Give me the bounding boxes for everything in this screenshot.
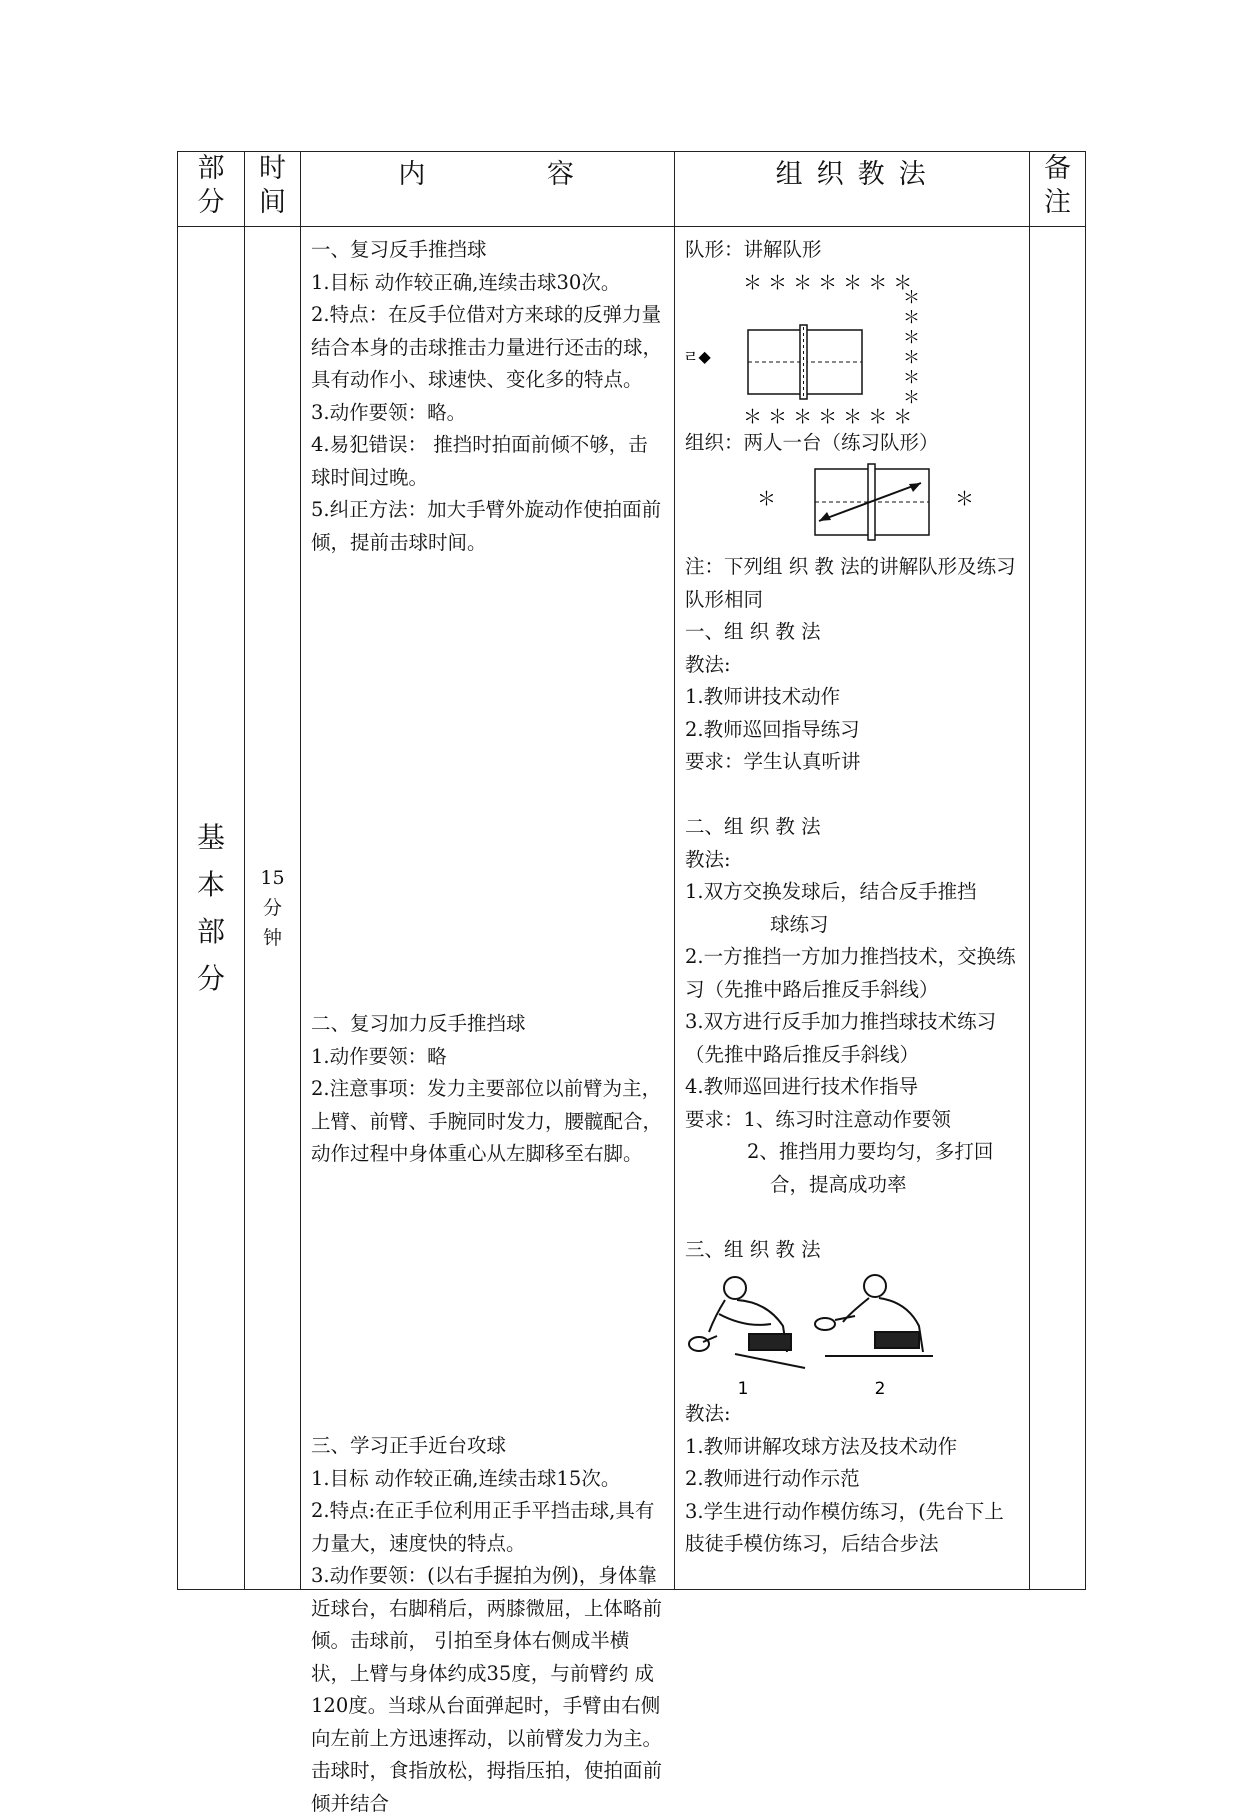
section2-jiaofa: 教法:: [685, 847, 731, 871]
lesson-plan-table: [177, 151, 1086, 1815]
student-star: ＊: [903, 307, 920, 328]
practice-formation-diagram: [675, 459, 1015, 551]
note-line: 注：下列组 织 教 法的讲解队形及练习队形相同: [685, 555, 1016, 611]
paddle-2: [815, 1318, 835, 1330]
content-line: 4.易犯错误： 推挡时拍面前倾不够，击球时间过晚。: [311, 433, 648, 489]
player-star: ＊: [955, 488, 975, 510]
header-time: 时 间: [245, 152, 301, 227]
teacher-marker: ㄹ◆: [683, 346, 711, 366]
header-row: [178, 152, 1086, 227]
student-star: ＊: [903, 387, 920, 408]
section2-title: 二、组 织 教 法: [685, 815, 821, 838]
section3-item: 3.学生进行动作模仿练习，(先台下上肢徒手模仿练习，后结合步法: [685, 1499, 1004, 1555]
header-part: 部 分: [178, 152, 245, 227]
content-line: 三、学习正手近台攻球: [311, 1434, 507, 1457]
player-figure-2: [825, 1275, 933, 1356]
org-label: 组织：两人一台（练习队形）: [685, 430, 939, 454]
content-line: 一、复习反手推挡球: [311, 238, 487, 261]
section1-title: 一、组 织 教 法: [685, 620, 821, 643]
content-line: 2.特点:在正手位利用正手平挡击球,具有力量大，速度快的特点。: [311, 1499, 655, 1555]
student-star: ＊: [903, 347, 920, 368]
explain-formation-diagram: [675, 267, 1015, 427]
method-block: [675, 234, 1029, 1561]
section1-item: 1.教师讲技术动作: [685, 685, 841, 708]
formation-label: 队形：讲解队形: [685, 238, 822, 261]
student-row-bottom: ＊ ＊ ＊ ＊ ＊ ＊ ＊: [743, 405, 913, 428]
section-time: 15 分 钟: [245, 227, 301, 1590]
paddle-1: [689, 1337, 709, 1351]
arrow-head: [909, 483, 921, 492]
content-line: 1.目标 动作较正确,连续击球30次。: [311, 270, 621, 294]
content-cell: [301, 227, 675, 1815]
content-line: 3.动作要领：略。: [311, 400, 467, 424]
section2-item: 球练习: [770, 912, 829, 936]
section3-item: 2.教师进行动作示范: [685, 1467, 860, 1490]
method-cell: [675, 227, 1030, 1590]
content-block-2: [301, 1008, 674, 1171]
content-block-3: [301, 1430, 674, 1820]
content-line: 1.目标 动作较正确,连续击球15次。: [311, 1466, 621, 1490]
header-remarks: 备 注: [1030, 152, 1086, 227]
forehand-attack-figures: [675, 1266, 1015, 1398]
figure-label-2: 2: [874, 1379, 886, 1399]
student-star: ＊: [903, 327, 920, 348]
arrow-head: [819, 512, 831, 521]
section3-item: 1.教师讲解攻球方法及技术动作: [685, 1434, 958, 1458]
remarks-cell: [1030, 227, 1086, 1590]
section2-requirement: 合，提高成功率: [770, 1172, 907, 1196]
section1-jiaofa: 教法:: [685, 652, 731, 676]
player-figure-1: [703, 1277, 805, 1368]
section2-item: 1.双方交换发球后，结合反手推挡: [685, 880, 977, 903]
section2-item: 3.双方进行反手加力推挡球技术练习（先推中路后推反手斜线）: [685, 1010, 997, 1066]
student-star: ＊: [903, 367, 920, 388]
section2-requirement: 要求：1、练习时注意动作要领: [685, 1107, 951, 1131]
content-line: 二、复习加力反手推挡球: [311, 1012, 526, 1035]
player-star: ＊: [757, 488, 777, 510]
content-line: 1.动作要领：略: [311, 1044, 447, 1068]
section-part: 基 本 部 分: [178, 227, 245, 1590]
section3-title: 三、组 织 教 法: [685, 1237, 821, 1261]
header-method: 组 织 教 法: [675, 152, 1030, 227]
body-row: [178, 227, 1086, 1590]
student-row-top: ＊ ＊ ＊ ＊ ＊ ＊ ＊: [743, 271, 913, 294]
figure-label-1: 1: [737, 1379, 749, 1399]
section1-item: 2.教师巡回指导练习: [685, 717, 860, 741]
section2-item: 4.教师巡回进行技术作指导: [685, 1075, 919, 1098]
content-line: 2.特点：在反手位借对方来球的反弹力量结合本身的击球推击力量进行还击的球，具有动作小、球速快、变化多的特点。: [311, 303, 663, 391]
section3-jiaofa: 教法:: [685, 1402, 731, 1425]
content-line: 3.动作要领：(以右手握拍为例)，身体靠近球台，右脚稍后，两膝微屈，上体略前倾。击球前， 引拍至身体右侧成半横状，上臂与身体约成35度，与前臂约 成120度。当球从台面弹起时，手臂由右侧向左前上方迅速挥动，以前臂发力为主。击球时，食指放松，拇指压拍，使拍面前倾并结合: [311, 1564, 663, 1815]
section2-item: 2.一方推挡一方加力推挡技术，交换练习（先推中路后推反手斜线）: [685, 945, 1016, 1001]
section2-requirement: 2、推挡用力要均匀，多打回: [747, 1140, 994, 1163]
content-line: 5.纠正方法：加大手臂外旋动作使拍面前倾，提前击球时间。: [311, 498, 662, 554]
content-line: 2.注意事项：发力主要部位以前臂为主，上臂、前臂、手腕同时发力，腰髋配合，动作过程中身体重心从左脚移至右脚。: [311, 1077, 663, 1165]
section1-requirement: 要求：学生认真听讲: [685, 750, 861, 773]
header-content: 内 容: [301, 152, 675, 227]
student-star: ＊: [903, 287, 920, 308]
content-block-1: [301, 234, 674, 559]
